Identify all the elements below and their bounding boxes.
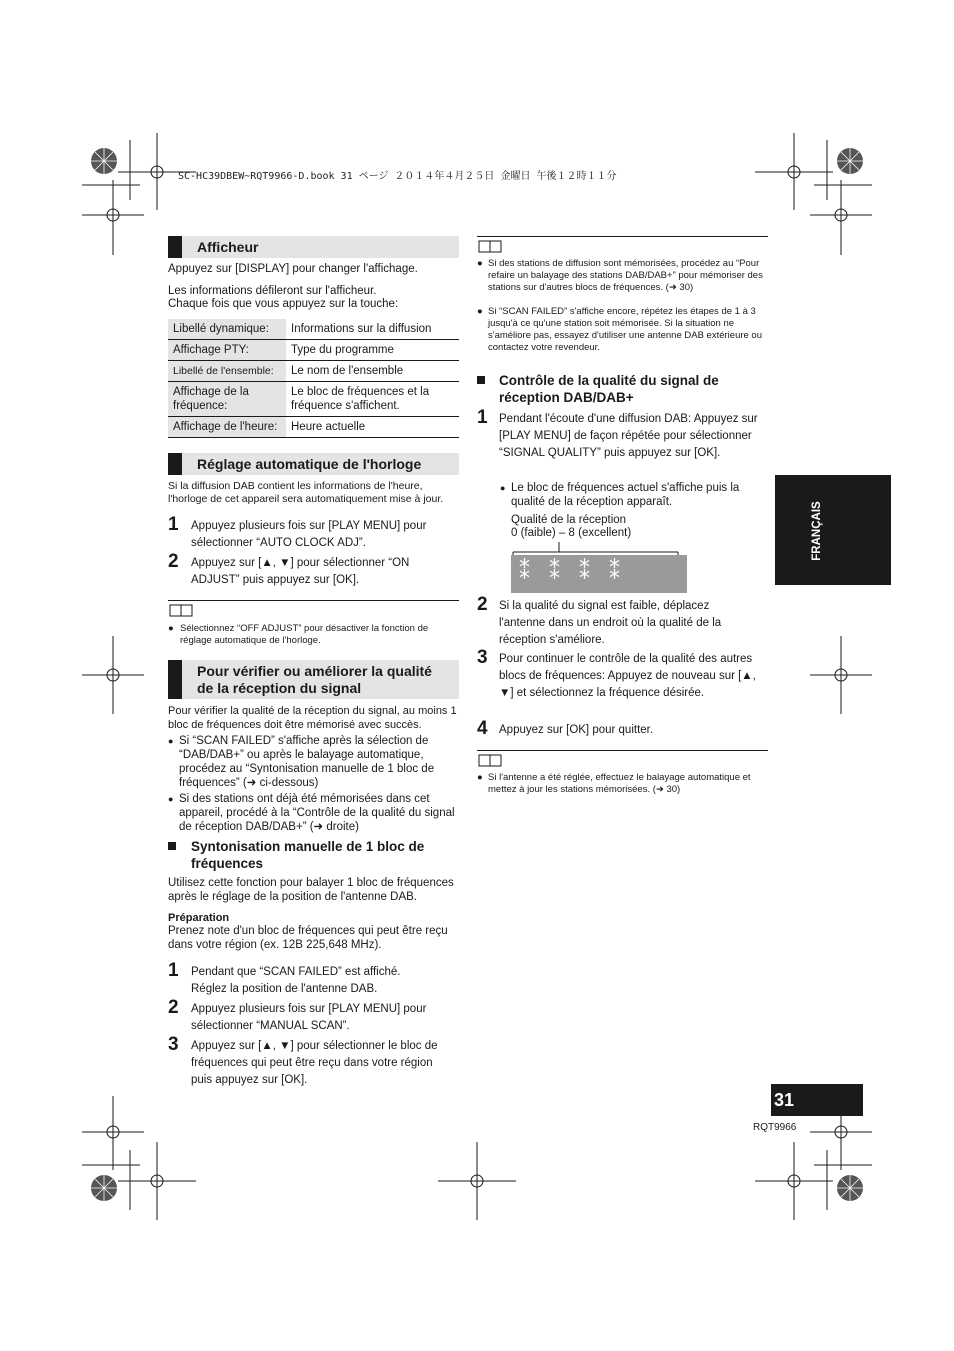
table-cell: Le bloc de fréquences et la fréquence s'affichent. xyxy=(286,382,459,417)
subsection-title: Contrôle de la qualité du signal de réception DAB/DAB+ xyxy=(499,373,719,405)
step-text: Pour continuer le contrôle de la qualité des autres blocs de fréquences: Appuyez de nouveau sur [▲, ▼] et sélectionnez la fréquence désirée. xyxy=(499,653,756,699)
note-text: Si des stations de diffusion sont mémorisées, procédez au “Pour refaire un balayage des stations DAB/DAB+” pour mémoriser des stations sur d'autres blocs de fréquences. (➜ 30) xyxy=(488,258,763,293)
section-horloge xyxy=(168,453,459,475)
horloge-note: Sélectionnez “OFF ADJUST” pour désactiver la fonction de réglage automatique de l'horloge. xyxy=(180,623,429,646)
lcd-display xyxy=(511,555,687,593)
syntonisation-intro: Utilisez cette fonction pour balayer 1 bloc de fréquences après le réglage de la position de l'antenne DAB. xyxy=(168,877,454,903)
table-cell: Le nom de l'ensemble xyxy=(286,361,459,382)
bullet-dot: ● xyxy=(500,483,506,493)
afficheur-line: Chaque fois que vous appuyez sur la touche: xyxy=(168,298,399,310)
language-tab xyxy=(775,475,891,585)
divider xyxy=(477,236,768,237)
table-row xyxy=(168,382,459,417)
step-text: Si la qualité du signal est faible, déplacez l'antenne dans un endroit où la qualité de la réception s'améliore. xyxy=(499,600,722,646)
table-cell: Heure actuelle xyxy=(286,417,459,438)
table-row xyxy=(168,340,459,361)
section-title: Pour vérifier ou améliorer la qualité de la réception du signal xyxy=(197,663,432,696)
step-text: Appuyez sur [OK] pour quitter. xyxy=(499,724,654,736)
step-text: Pendant l'écoute d'une diffusion DAB: Appuyez sur [PLAY MENU] de façon répétée pour sélectionner “SIGNAL QUALITY” puis appuyez sur [OK]. xyxy=(499,413,758,459)
step-text: Appuyez sur [▲, ▼] pour sélectionner “ON ADJUST” puis appuyez sur [OK]. xyxy=(191,557,410,586)
afficheur-line: Les informations défileront sur l'afficheur. xyxy=(168,285,377,297)
step-text: Appuyez plusieurs fois sur [PLAY MENU] pour sélectionner “AUTO CLOCK ADJ”. xyxy=(191,520,427,549)
doc-code: RQT9966 xyxy=(753,1122,797,1133)
step-number: 1 xyxy=(477,407,488,428)
quality-label: Qualité de la réception xyxy=(511,514,627,526)
table-cell: Libellé dynamique: xyxy=(168,319,286,340)
bullet-dot: ● xyxy=(168,623,174,634)
table-row xyxy=(168,361,459,382)
table-cell: Informations sur la diffusion xyxy=(286,319,459,340)
step-number: 1 xyxy=(168,514,179,535)
square-bullet-icon xyxy=(477,376,485,384)
note-book-icon xyxy=(169,604,195,617)
bullet-dot: ● xyxy=(477,772,483,783)
step-bullet: Le bloc de fréquences actuel s'affiche puis la qualité de la réception apparaît. xyxy=(511,482,740,508)
note-text: Si l'antenne a été réglée, effectuez le balayage automatique et mettez à jour les stations mémorisées. (➜ 30) xyxy=(488,772,751,795)
step-number: 3 xyxy=(477,647,488,668)
bullet-dot: ● xyxy=(477,306,483,317)
square-bullet-icon xyxy=(168,842,176,850)
subsection-title: Syntonisation manuelle de 1 bloc de fréquences xyxy=(191,839,425,871)
preparation-label: Préparation xyxy=(168,912,230,924)
step-number: 4 xyxy=(477,718,488,739)
afficheur-intro: Appuyez sur [DISPLAY] pour changer l'affichage. xyxy=(168,263,418,275)
note-text: Si “SCAN FAILED” s'affiche encore, répétez les étapes de 1 à 3 jusqu'à ce qu'une station soit mémorisée. Si la situation ne s'améliore pas, essayez d'utiliser une antenne DAB extérieure ou contactez votre revendeur. xyxy=(488,306,763,353)
section-verifier xyxy=(168,660,459,699)
step-number: 2 xyxy=(168,551,179,572)
verifier-intro: Pour vérifier la qualité de la réception du signal, au moins 1 bloc de fréquences doit être mémorisé avec succès. xyxy=(168,705,457,731)
table-cell: Affichage PTY: xyxy=(168,340,286,361)
bullet-dot: ● xyxy=(477,258,483,269)
table-row xyxy=(168,319,459,340)
note-book-icon xyxy=(478,754,504,767)
section-afficheur xyxy=(168,236,459,258)
note-book-icon xyxy=(478,240,504,253)
language-label: FRANÇAIS xyxy=(811,501,823,561)
table-row xyxy=(168,417,459,438)
lcd-text: ⁑ ⁑ ⁑ ⁑ xyxy=(519,560,626,585)
divider xyxy=(168,600,459,601)
step-text: Appuyez sur [▲, ▼] pour sélectionner le bloc de fréquences qui peut être reçu dans votre région puis appuyez sur [OK]. xyxy=(191,1040,438,1086)
horloge-intro: Si la diffusion DAB contient les informations de l'heure, l'horloge de cet appareil sera automatiquement mise à jour. xyxy=(168,480,444,505)
section-title: Réglage automatique de l'horloge xyxy=(197,456,422,472)
verifier-bullet: Si des stations ont déjà été mémorisées dans cet appareil, procédé à la “Contrôle de la qualité du signal de réception DAB/DAB+” (➜ droite) xyxy=(179,793,455,833)
table-cell: Affichage de l'heure: xyxy=(168,417,286,438)
table-cell: Libellé de l'ensemble: xyxy=(168,361,286,382)
step-text: Pendant que “SCAN FAILED” est affiché. Réglez la position de l'antenne DAB. xyxy=(191,966,401,995)
quality-range: 0 (faible) – 8 (excellent) xyxy=(511,527,632,539)
step-number: 1 xyxy=(168,960,179,981)
section-title: Afficheur xyxy=(197,239,259,255)
verifier-bullet: Si “SCAN FAILED” s'affiche après la sélection de “DAB/DAB+” ou après le balayage automatique, procédez au “Syntonisation manuelle de 1 bloc de fréquences” (➜ ci-dessous) xyxy=(179,735,435,789)
table-cell: Affichage de la fréquence: xyxy=(168,382,286,417)
preparation-text: Prenez note d'un bloc de fréquences qui peut être reçu dans votre région (ex. 12B 225,648 MHz). xyxy=(168,925,448,951)
step-number: 2 xyxy=(168,997,179,1018)
page-number: 31 xyxy=(771,1084,863,1116)
step-text: Appuyez plusieurs fois sur [PLAY MENU] pour sélectionner “MANUAL SCAN”. xyxy=(191,1003,427,1032)
divider xyxy=(477,750,768,751)
step-number: 3 xyxy=(168,1034,179,1055)
file-info-header: SC-HC39DBEW~RQT9966-D.book 31 ページ ２０１４年４月２５日 金曜日 午後１２時１１分 xyxy=(178,171,617,182)
bullet-dot: ● xyxy=(168,736,174,746)
table-cell: Type du programme xyxy=(286,340,459,361)
bullet-dot: ● xyxy=(168,794,174,804)
step-number: 2 xyxy=(477,594,488,615)
display-table xyxy=(168,319,459,438)
